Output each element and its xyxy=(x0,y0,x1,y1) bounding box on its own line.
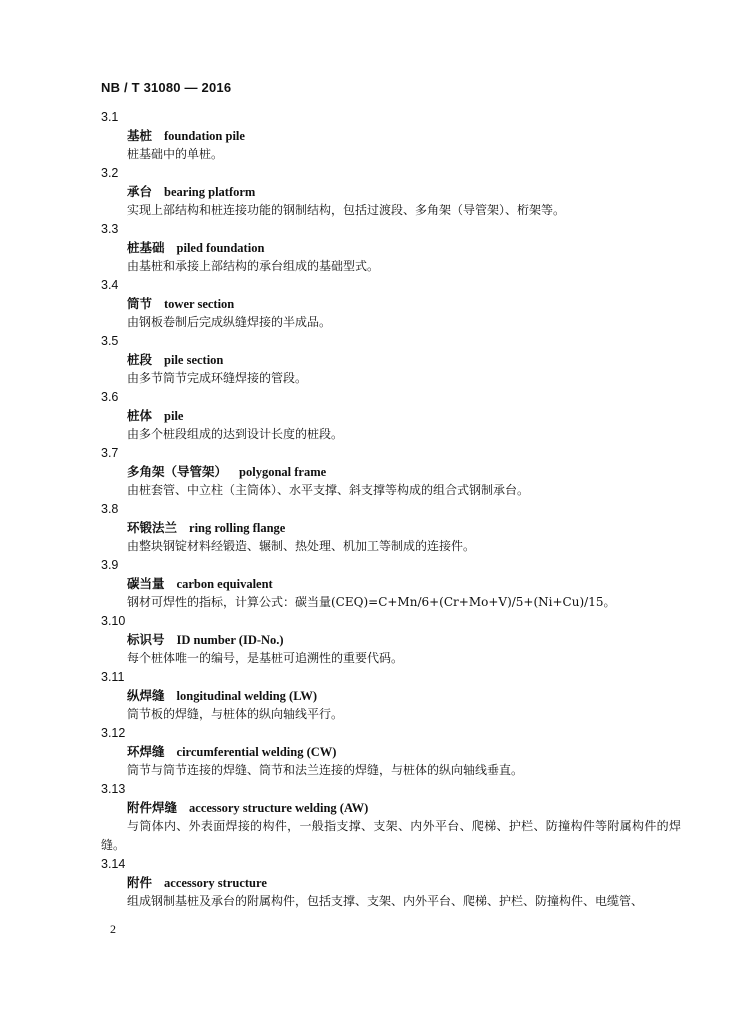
term-zh: 环焊缝 xyxy=(127,744,165,759)
term-entry xyxy=(101,276,681,332)
term-en: tower section xyxy=(164,297,235,311)
term-entry xyxy=(101,164,681,220)
entry-number: 3.8 xyxy=(101,502,119,516)
term-en: ring rolling flange xyxy=(189,521,286,535)
term-en: pile section xyxy=(164,353,224,367)
term-entry xyxy=(101,780,681,855)
term-title xyxy=(101,350,681,369)
term-definition: 由整块钢锭材料经锻造、辗制、热处理、机加工等制成的连接件。 xyxy=(127,539,476,553)
term-definition: 筒节与筒节连接的焊缝、筒节和法兰连接的焊缝，与桩体的纵向轴线垂直。 xyxy=(127,763,524,777)
term-entry xyxy=(101,500,681,556)
term-title xyxy=(101,798,681,817)
term-definition: 筒节板的焊缝，与桩体的纵向轴线平行。 xyxy=(127,707,344,721)
term-entry xyxy=(101,108,681,164)
term-entry xyxy=(101,332,681,388)
term-definition: 每个桩体唯一的编号，是基桩可追溯性的重要代码。 xyxy=(127,651,404,665)
term-zh: 筒节 xyxy=(127,296,153,311)
standard-code-header: NB / T 31080 — 2016 xyxy=(101,80,232,95)
entry-number: 3.6 xyxy=(101,390,119,404)
term-entry xyxy=(101,855,681,911)
term-definition: 组成钢制基桩及承台的附属构件，包括支撑、支架、内外平台、爬梯、护栏、防撞构件、电缆管、 xyxy=(127,894,644,908)
term-definition: 由桩套管、中立柱（主筒体）、水平支撑、斜支撑等构成的组合式钢制承台。 xyxy=(127,483,530,497)
term-en: ID number (ID-No.) xyxy=(176,633,284,647)
term-zh: 桩基础 xyxy=(127,240,165,255)
entry-number: 3.2 xyxy=(101,166,119,180)
term-definition: 实现上部结构和桩连接功能的钢制结构，包括过渡段、多角架（导管架）、桁架等。 xyxy=(127,203,566,217)
term-title xyxy=(101,686,681,705)
term-definition: 由基桩和承接上部结构的承台组成的基础型式。 xyxy=(127,259,380,273)
term-zh: 环锻法兰 xyxy=(127,520,178,535)
term-en: circumferential welding (CW) xyxy=(176,745,337,759)
term-zh: 附件焊缝 xyxy=(127,800,178,815)
term-title xyxy=(101,182,681,201)
entry-number: 3.13 xyxy=(101,782,126,796)
term-title xyxy=(101,238,681,257)
term-title xyxy=(101,630,681,649)
entry-number: 3.14 xyxy=(101,857,126,871)
term-en: piled foundation xyxy=(176,241,265,255)
term-entry xyxy=(101,220,681,276)
entry-number: 3.7 xyxy=(101,446,119,460)
entry-number: 3.11 xyxy=(101,670,125,684)
term-zh: 桩体 xyxy=(127,408,153,423)
term-zh: 基桩 xyxy=(127,128,153,143)
entry-number: 3.3 xyxy=(101,222,119,236)
term-definition: 由钢板卷制后完成纵缝焊接的半成品。 xyxy=(127,315,332,329)
term-en: carbon equivalent xyxy=(176,577,273,591)
entry-number: 3.9 xyxy=(101,558,119,572)
term-entry xyxy=(101,612,681,668)
entry-number: 3.5 xyxy=(101,334,119,348)
entry-number: 3.12 xyxy=(101,726,126,740)
term-title xyxy=(101,518,681,537)
term-entry xyxy=(101,668,681,724)
term-zh: 多角架（导管架） xyxy=(127,464,228,479)
term-en: accessory structure welding (AW) xyxy=(189,801,369,815)
term-zh: 桩段 xyxy=(127,352,153,367)
term-en: pile xyxy=(164,409,184,423)
term-definitions xyxy=(101,108,681,911)
term-title xyxy=(101,126,681,145)
term-en: longitudinal welding (LW) xyxy=(176,689,318,703)
term-entry xyxy=(101,444,681,500)
term-zh: 承台 xyxy=(127,184,153,199)
term-zh: 碳当量 xyxy=(127,576,165,591)
term-zh: 纵焊缝 xyxy=(127,688,165,703)
entry-number: 3.10 xyxy=(101,614,126,628)
term-title xyxy=(101,406,681,425)
term-definition: 钢材可焊性的指标，计算公式：碳当量(CEQ)=C+Mn/6+(Cr+Mo+V)/5+(Ni+Cu)/15。 xyxy=(127,595,616,609)
entry-number: 3.4 xyxy=(101,278,119,292)
term-title xyxy=(101,742,681,761)
term-definition: 桩基础中的单桩。 xyxy=(127,147,224,161)
term-zh: 附件 xyxy=(127,875,153,890)
term-zh: 标识号 xyxy=(127,632,165,647)
term-en: accessory structure xyxy=(164,876,267,890)
term-en: polygonal frame xyxy=(239,465,327,479)
term-entry xyxy=(101,724,681,780)
entry-number: 3.1 xyxy=(101,110,119,124)
term-title xyxy=(101,462,681,481)
term-definition: 由多节筒节完成环缝焊接的管段。 xyxy=(127,371,308,385)
term-entry xyxy=(101,388,681,444)
term-en: foundation pile xyxy=(164,129,245,143)
page-number: 2 xyxy=(110,922,116,936)
term-definition: 与筒体内、外表面焊接的构件，一般指支撑、支架、内外平台、爬梯、护栏、防撞构件等附属构件的焊缝。 xyxy=(101,819,681,852)
term-title xyxy=(101,294,681,313)
term-title xyxy=(101,574,681,593)
term-entry xyxy=(101,556,681,612)
term-definition: 由多个桩段组成的达到设计长度的桩段。 xyxy=(127,427,344,441)
term-en: bearing platform xyxy=(164,185,256,199)
term-title xyxy=(101,873,681,892)
